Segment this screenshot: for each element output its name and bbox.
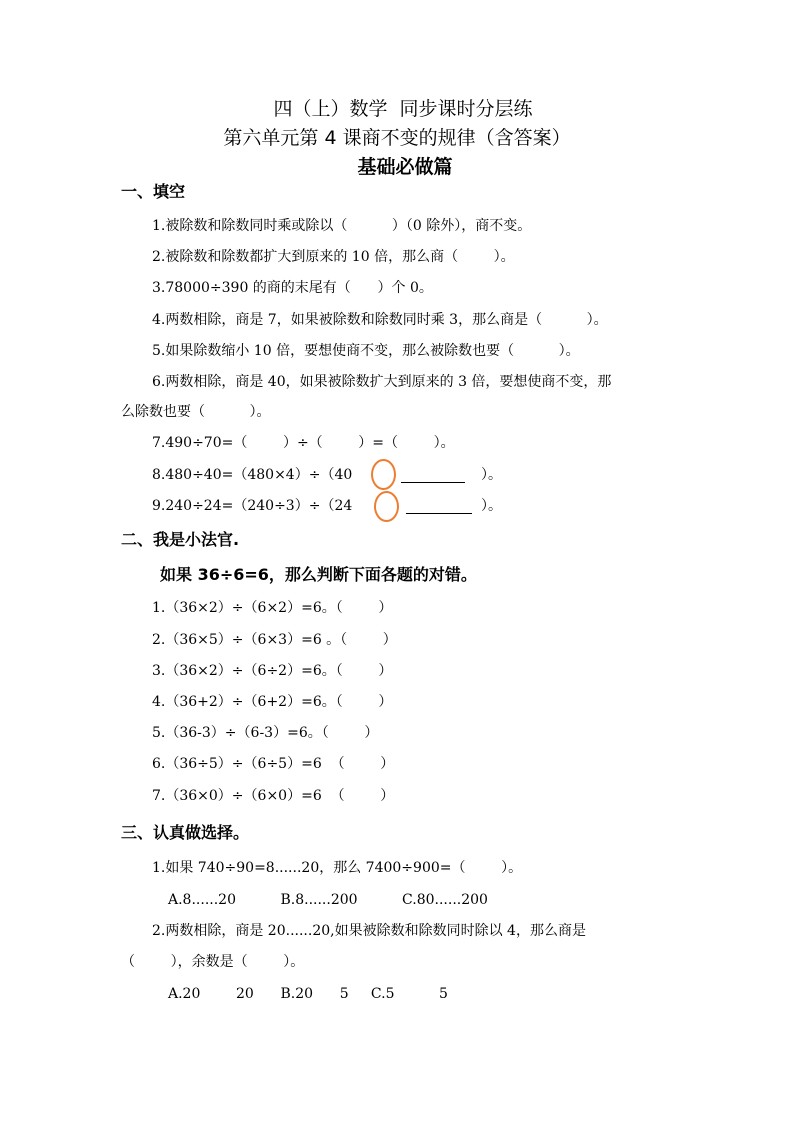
fill-question-7: 7.490÷70=（ ）÷（ ）=（ ）。 [152,435,455,451]
fill-question-1: 1.被除数和除数同时乘或除以（ ）（0 除外），商不变。 [152,218,532,234]
fill-question-6-line-2: 么除数也要（ ）。 [121,404,271,420]
fill-question-4: 4.两数相除，商是 7，如果被除数和除数同时乘 3，那么商是（ ）。 [152,312,608,328]
circle-shape [371,459,396,490]
fill-question-8-end: ）。 [481,467,502,483]
fill-question-9: 9.240÷24=（240÷3）÷（24 [152,498,353,514]
fill-question-2: 2.被除数和除数都扩大到原来的 10 倍，那么商（ ）。 [152,249,515,265]
title-line-2: 第六单元第 4 课商不变的规律（含答案） [223,127,571,149]
fill-question-9-end: ）。 [481,498,502,514]
choice-question-1: 1.如果 740÷90=8......20，那么 7400÷900=（ ）。 [152,860,523,876]
fill-question-6-line-1: 6.两数相除，商是 40，如果被除数扩大到原来的 3 倍，要想使商不变，那 [152,374,612,390]
title-line-1: 四（上）数学 同步课时分层练 [273,98,533,120]
section-3-heading: 三、认真做选择。 [121,823,250,842]
judge-question-4: 4.（36+2）÷（6+2）=6。（ ） [152,694,393,710]
title-line-3: 基础必做篇 [357,156,453,178]
section-2-intro: 如果 36÷6=6，那么判断下面各题的对错。 [160,565,477,584]
judge-question-6: 6.（36÷5）÷（6÷5）=6 （ ） [152,756,395,772]
judge-question-5: 5.（36-3）÷（6-3）=6。（ ） [152,725,379,741]
fill-question-5: 5.如果除数缩小 10 倍，要想使商不变，那么被除数也要（ ）。 [152,343,580,359]
judge-question-2: 2.（36×5）÷（6×3）=6 。（ ） [152,632,397,648]
judge-question-3: 3.（36×2）÷（6÷2）=6。（ ） [152,663,393,679]
choice-question-2-line-2: （ ），余数是（ ）。 [121,954,305,970]
judge-question-1: 1.（36×2）÷（6×2）=6。（ ） [152,600,393,616]
fill-question-3: 3.78000÷390 的商的末尾有（ ）个 0。 [152,280,433,296]
choice-question-2-options: A.20 20 B.20 5 C.5 5 [168,986,448,1002]
choice-question-1-options: A.8......20 B.8......200 C.80......200 [168,892,488,908]
answer-blank-line [401,482,465,483]
circle-shape [374,491,399,522]
choice-question-2-line-1: 2.两数相除，商是 20......20,如果被除数和除数同时除以 4，那么商是 [152,923,586,939]
section-1-heading: 一、填空 [121,182,186,201]
fill-question-8: 8.480÷40=（480×4）÷（40 [152,467,353,483]
answer-blank-line [406,513,472,514]
judge-question-7: 7.（36×0）÷（6×0）=6 （ ） [152,788,395,804]
section-2-heading: 二、我是小法官. [121,530,240,549]
